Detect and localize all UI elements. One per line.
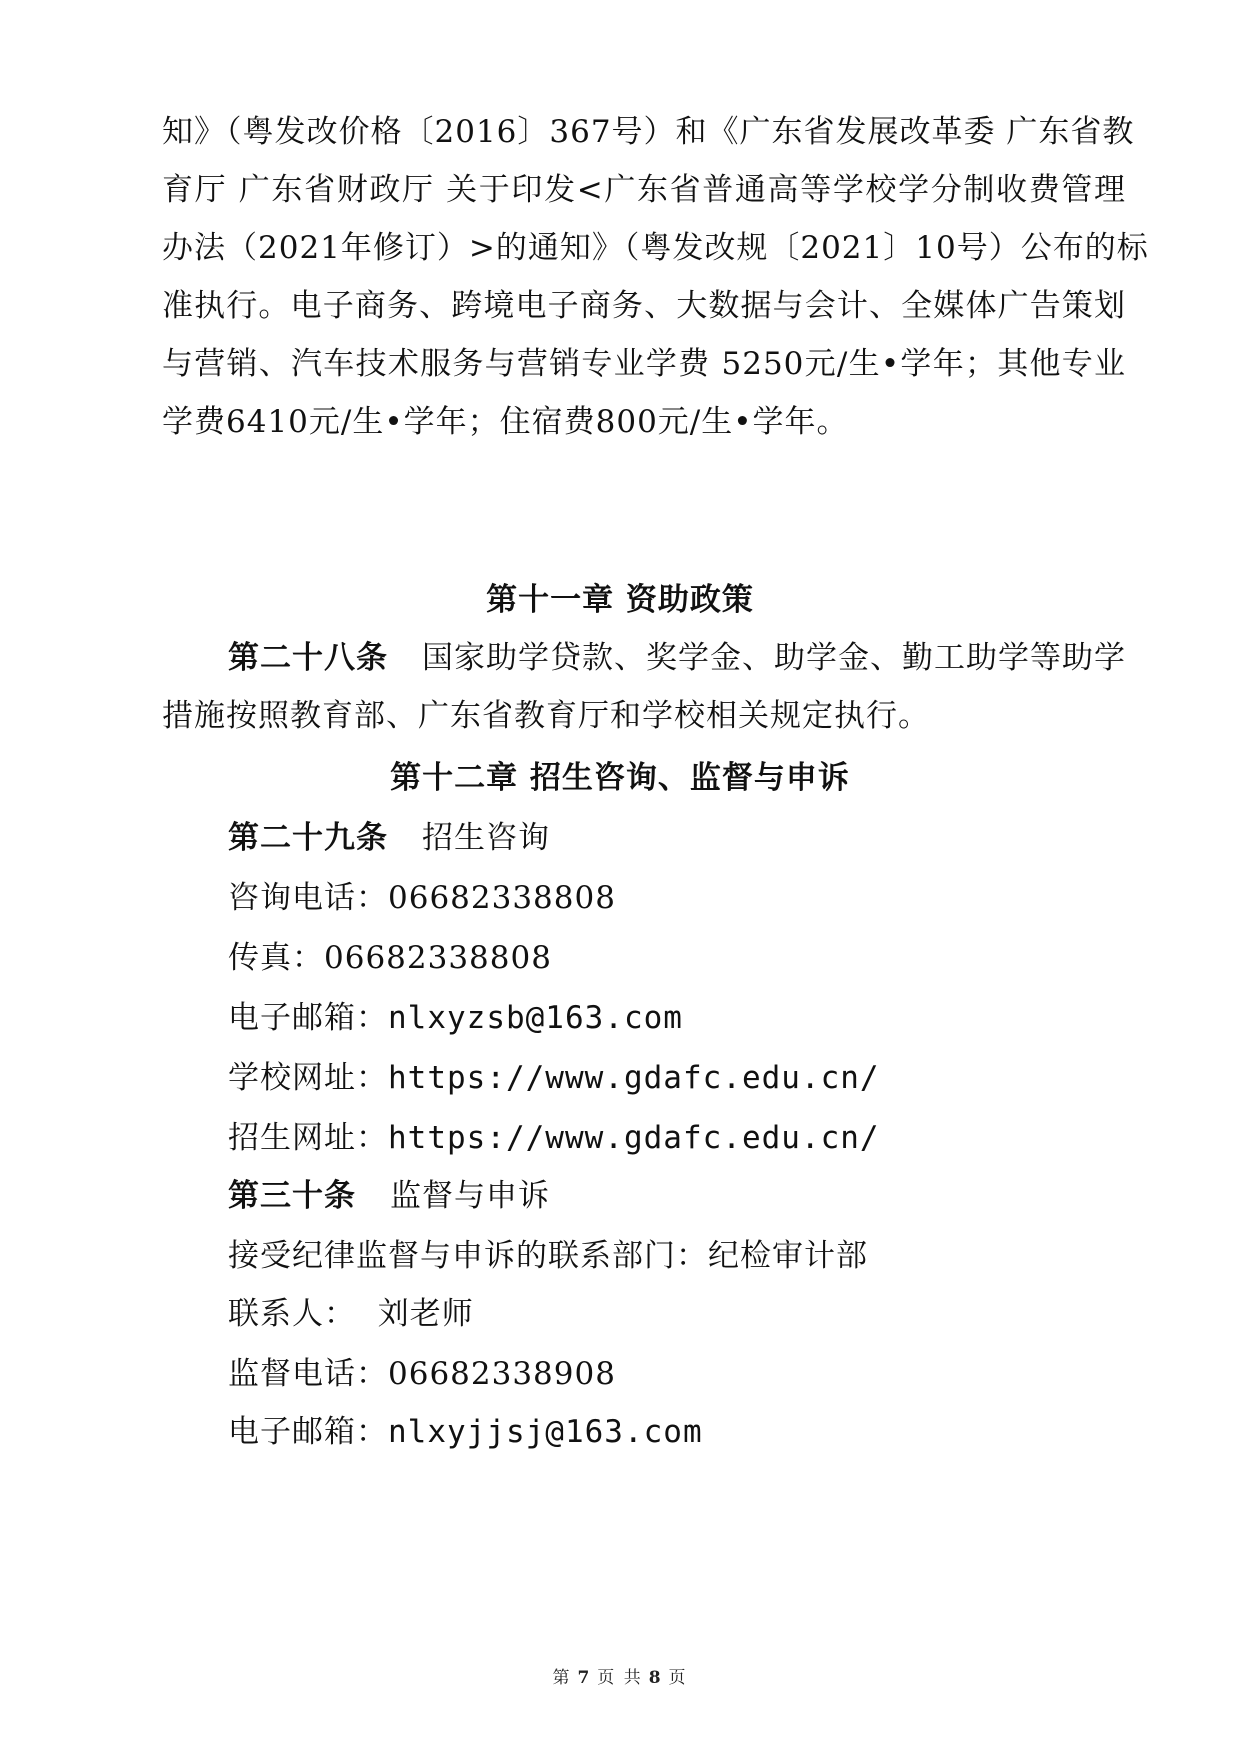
- supervision-phone-value: 06682338908: [388, 1356, 616, 1392]
- consult-phone-value: 06682338808: [388, 880, 616, 916]
- fee-paragraph-line-5: 与营销、汽车技术服务与营销专业学费 5250元/生•学年；其他专业: [162, 346, 1126, 382]
- admission-website: [228, 1118, 880, 1158]
- admission-email: [228, 998, 683, 1038]
- fee-paragraph-line-3: 办法（2021年修订）>的通知》（粤发改规〔2021〕10号）公布的标: [162, 230, 1149, 266]
- footer-suffix: 页: [668, 1668, 688, 1688]
- current-page-number: 7: [577, 1668, 592, 1688]
- article-30: [228, 1176, 550, 1216]
- article-29-text: 招生咨询: [422, 820, 550, 856]
- contact-person: [228, 1294, 474, 1334]
- fax-value: 06682338808: [324, 940, 552, 976]
- school-website: [228, 1058, 880, 1098]
- consult-phone-label: 咨询电话：: [228, 880, 388, 916]
- supervision-email-value[interactable]: nlxyjjsj@163.com: [388, 1414, 703, 1450]
- page-footer: [0, 1663, 1240, 1688]
- fee-paragraph-line-4: 准执行。电子商务、跨境电子商务、大数据与会计、全媒体广告策划: [162, 288, 1126, 324]
- supervision-email-label: 电子邮箱：: [228, 1414, 388, 1450]
- article-28-line-2: 措施按照教育部、广东省教育厅和学校相关规定执行。: [162, 698, 930, 734]
- article-28-line-1: 国家助学贷款、奖学金、助学金、勤工助学等助学: [422, 640, 1126, 676]
- chapter-12-title: 第十二章 招生咨询、监督与申诉: [390, 760, 850, 796]
- article-29-label: 第二十九条: [228, 820, 388, 856]
- footer-prefix: 第: [552, 1668, 572, 1688]
- admission-website-label: 招生网址：: [228, 1120, 388, 1156]
- total-pages-number: 8: [648, 1668, 663, 1688]
- article-30-text: 监督与申诉: [390, 1178, 550, 1214]
- fax-label: 传真：: [228, 940, 324, 976]
- supervision-email: [228, 1412, 703, 1452]
- fee-paragraph-line-1: 知》（粤发改价格〔2016〕367号）和《广东省发展改革委 广东省教: [162, 114, 1135, 150]
- consult-phone: [228, 878, 616, 918]
- chapter-11-title: 第十一章 资助政策: [486, 582, 754, 618]
- article-28: [228, 638, 1126, 678]
- school-website-link[interactable]: https://www.gdafc.edu.cn/: [388, 1060, 880, 1096]
- supervision-phone: [228, 1354, 616, 1394]
- fee-paragraph-line-6: 学费6410元/生•学年；住宿费800元/生•学年。: [162, 404, 849, 440]
- article-30-label: 第三十条: [228, 1178, 356, 1214]
- article-29: [228, 818, 550, 858]
- admission-email-label: 电子邮箱：: [228, 1000, 388, 1036]
- contact-person-label: 联系人：: [228, 1296, 356, 1332]
- contact-person-value: 刘老师: [356, 1296, 474, 1332]
- admission-website-link[interactable]: https://www.gdafc.edu.cn/: [388, 1120, 880, 1156]
- school-website-label: 学校网址：: [228, 1060, 388, 1096]
- footer-middle: 页 共: [597, 1668, 643, 1688]
- supervision-phone-label: 监督电话：: [228, 1356, 388, 1392]
- fee-paragraph-line-2: 育厅 广东省财政厅 关于印发<广东省普通高等学校学分制收费管理: [162, 172, 1126, 208]
- supervision-department-label: 接受纪律监督与申诉的联系部门：: [228, 1238, 708, 1274]
- article-28-label: 第二十八条: [228, 640, 388, 676]
- admission-email-value[interactable]: nlxyzsb@163.com: [388, 1000, 683, 1036]
- supervision-department-value: 纪检审计部: [708, 1238, 868, 1274]
- fax: [228, 938, 552, 978]
- supervision-department: [228, 1236, 868, 1276]
